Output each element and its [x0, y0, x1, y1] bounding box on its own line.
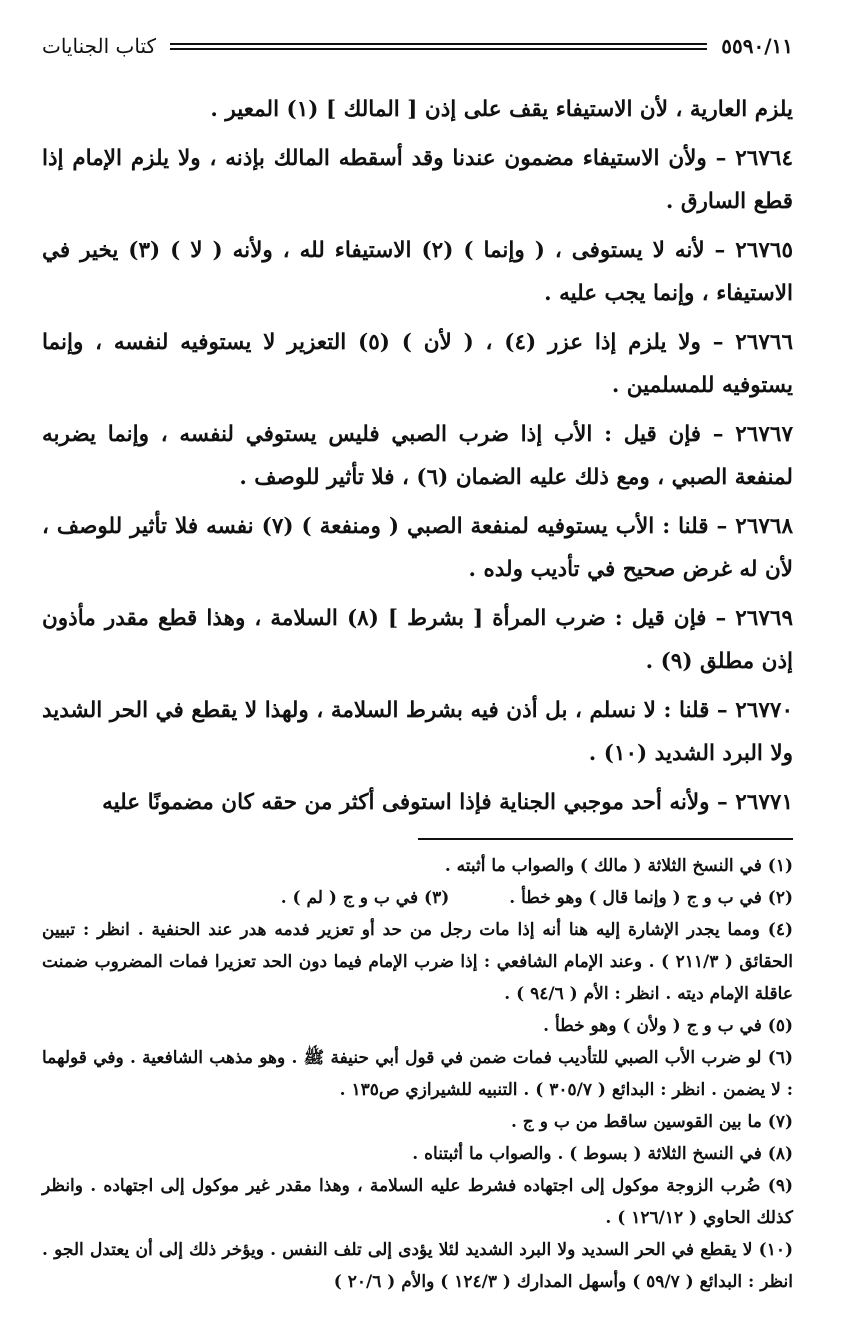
footnote: (٥) في ب و ج ( ولأن ) وهو خطأ . [543, 1016, 793, 1036]
paragraph: ٢٦٧٦٩ – فإن قيل : ضرب المرأة [ بشرط ] (٨) السلامة ، وهذا قطع مقدر مأذون إذن مطلق (٩) . [42, 606, 793, 674]
paragraph: ٢٦٧٦٦ – ولا يلزم إذا عزر (٤) ، ( لأن ) (٥) التعزير لا يستوفيه لنفسه ، وإنما يستوفيه للمسلمين . [42, 330, 793, 398]
paragraph: ٢٦٧٧٠ – قلنا : لا نسلم ، بل أذن فيه بشرط السلامة ، ولهذا لا يقطع في الحر الشديد ولا البرد الشديد (١٠) . [42, 698, 793, 766]
footnote: (٨) في النسخ الثلاثة ( بسوط ) . والصواب ما أثبتناه . [412, 1144, 793, 1164]
running-header [42, 26, 793, 66]
main-text [42, 88, 793, 824]
paragraph: ٢٦٧٦٤ – ولأن الاستيفاء مضمون عندنا وقد أسقطه المالك بإذنه ، ولا يلزم الإمام إذا قطع السارق . [42, 146, 793, 214]
book-title: كتاب الجنايات [42, 34, 157, 58]
paragraph: ٢٦٧٦٥ – لأنه لا يستوفى ، ( وإنما ) (٢) الاستيفاء لله ، ولأنه ( لا ) (٣) يخير في الاستيفاء ، وإنما يجب عليه . [42, 238, 793, 306]
footnote: (١٠) لا يقطع في الحر السديد ولا البرد الشديد لئلا يؤدى إلى تلف النفس . ويؤخر ذلك إلى أن يعتدل الجو . انظر : البدائع ( ٥٩/٧ ) وأسهل المدارك ( ١٢٤/٣ ) والأم ( ٢٠/٦ ) [42, 1240, 793, 1292]
footnotes [42, 850, 793, 1298]
header-rule [170, 43, 707, 50]
page-number: ٥٥٩٠/١١ [721, 34, 793, 58]
footnote-separator [418, 838, 793, 840]
footnote: (٩) ضُرب الزوجة موكول إلى اجتهاده فشرط عليه السلامة ، وهذا مقدر غير موكول إلى اجتهاده . وانظر كذلك الحاوي ( ١٢٦/١٢ ) . [42, 1176, 793, 1228]
footnote: (٦) لو ضرب الأب الصبي للتأديب فمات ضمن في قول أبي حنيفة ﷺ . وهو مذهب الشافعية . وفي قولهما : لا يضمن . انظر : البدائع ( ٣٠٥/٧ ) . التنبيه للشيرازي ص١٣٥ . [42, 1048, 793, 1100]
paragraph: ٢٦٧٦٨ – قلنا : الأب يستوفيه لمنفعة الصبي ( ومنفعة ) (٧) نفسه فلا تأثير للوصف ، لأن له غرض صحيح في تأديب ولده . [42, 514, 794, 582]
footnote: (٢) في ب و ج ( وإنما قال ) وهو خطأ . [509, 888, 793, 908]
paragraph: ٢٦٧٧١ – ولأنه أحد موجبي الجناية فإذا استوفى أكثر من حقه كان مضمونًا عليه [102, 790, 793, 815]
footnote: (٧) ما بين القوسين ساقط من ب و ج . [510, 1112, 793, 1132]
footnote-pair [42, 882, 793, 914]
paragraph: ٢٦٧٦٧ – فإن قيل : الأب إذا ضرب الصبي فليس يستوفي لنفسه ، وإنما يضربه لمنفعة الصبي ، ومع ذلك عليه الضمان (٦) ، فلا تأثير للوصف . [42, 422, 793, 490]
footnote: (٣) في ب و ج ( لم ) . [280, 888, 450, 908]
footnote: (٤) ومما يجدر الإشارة إليه هنا أنه إذا مات رجل من حد أو تعزير فدمه هدر عند الحنفية . انظر : تبيين الحقائق ( ٢١١/٣ ) . وعند الإمام الشافعي : إذا ضرب الإمام فيما دون الحد تعزيرا فمات المضروب ضمنت عاقلة الإمام ديته . انظر : الأم ( ٩٤/٦ ) . [42, 920, 793, 1004]
paragraph: يلزم العارية ، لأن الاستيفاء يقف على إذن [ المالك ] (١) المعير . [210, 97, 793, 122]
footnote: (١) في النسخ الثلاثة ( مالك ) والصواب ما أثبته . [444, 856, 793, 876]
